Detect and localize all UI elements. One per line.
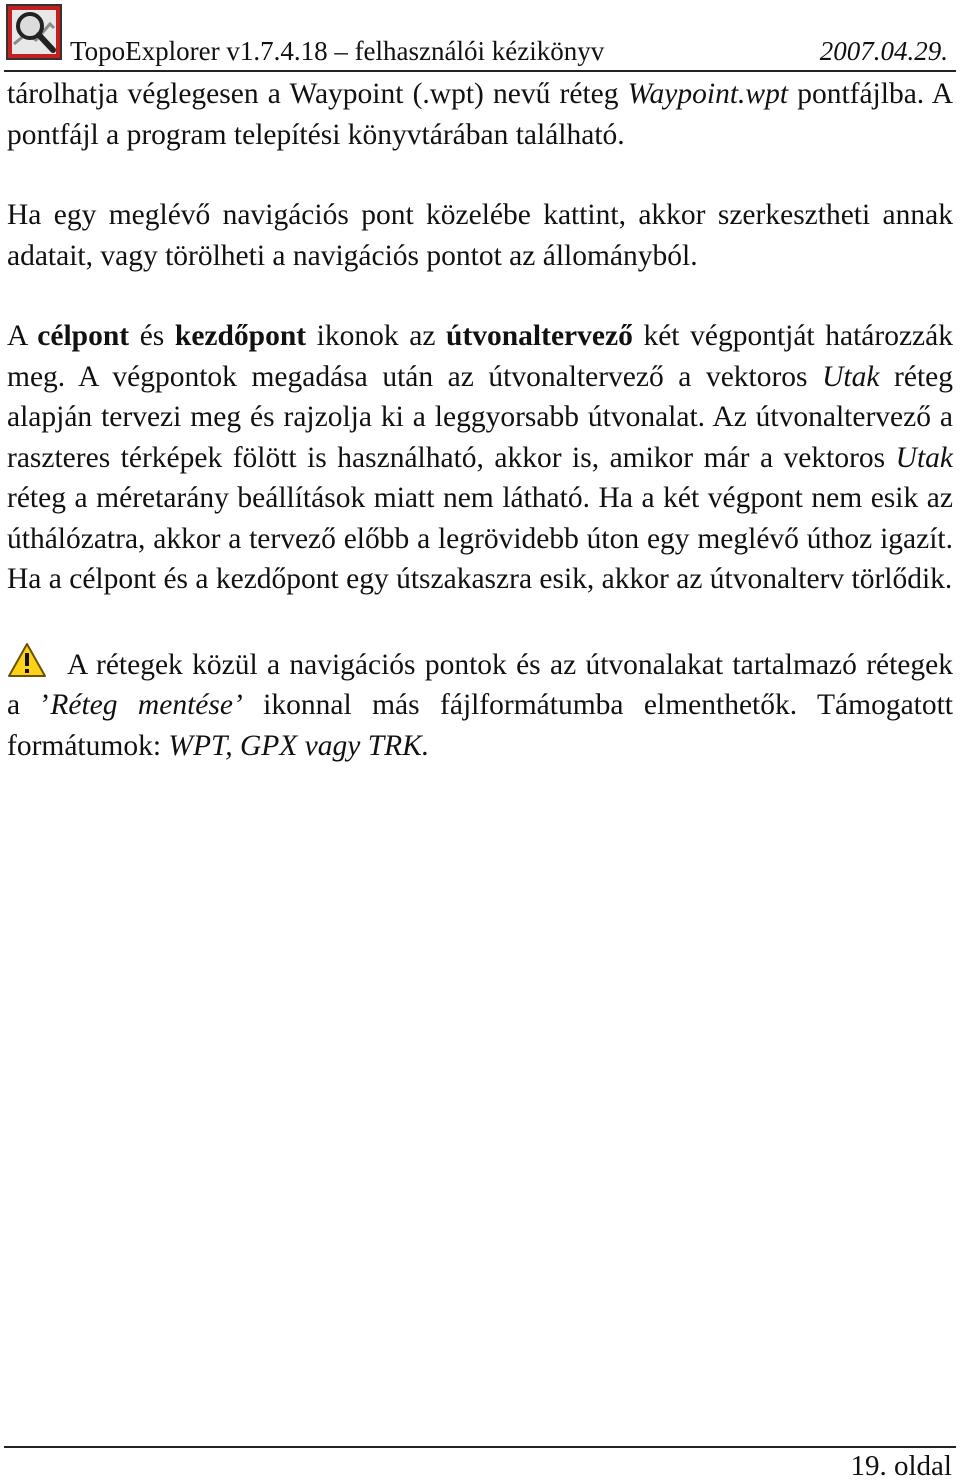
text-run: A rétegek közül a navigációs pontok és az útvonalakat tartalmazó rétegek a ’ xyxy=(7,648,953,721)
text-run: tárolhatja véglegesen a Waypoint (.wpt) nevű réteg xyxy=(7,78,628,110)
footer-divider xyxy=(4,1446,956,1448)
page-number: 19. oldal xyxy=(850,1450,952,1482)
text-run: A xyxy=(7,320,38,352)
document-date: 2007.04.29. xyxy=(819,36,948,66)
term-utvonaltervezo: útvonaltervező xyxy=(446,320,633,352)
header-divider xyxy=(4,70,956,72)
document-title: TopoExplorer v1.7.4.18 – felhasználói kézikönyv xyxy=(70,36,605,66)
text-run: és xyxy=(129,320,175,352)
text-run: réteg alapján tervezi meg és rajzolja ki a leggyorsabb útvonalat. Az útvonaltervező a raszteres térképek fölött is használható, akkor is, amikor már a vektoros xyxy=(7,360,953,474)
term-celpont: célpont xyxy=(37,320,130,352)
warning-icon xyxy=(7,642,47,678)
text-run: két végpontját határozzák meg. A végpontok megadása után az útvonaltervező a vektoros xyxy=(7,320,953,393)
text-run: ikonok az xyxy=(306,320,447,352)
paragraph-edit-point: Ha egy meglévő navigációs pont közelébe kattint, akkor szerkesztheti annak adatait, vagy törölheti a navigációs pontot az állományból. xyxy=(7,199,953,272)
term-kezdopont: kezdőpont xyxy=(174,320,307,352)
magnifier-map-icon xyxy=(6,4,62,60)
paragraph-waypoint-file xyxy=(7,74,953,155)
supported-formats: WPT, GPX vagy TRK. xyxy=(168,729,430,762)
text-run: pontfájlba. A pontfájl a program telepítési könyvtárában található. xyxy=(7,78,954,151)
page-header xyxy=(0,0,960,72)
layer-name-utak: Utak xyxy=(895,441,953,474)
text-run: ikonnal más fájlformátumba elmenthetők. Támogatott formátumok: xyxy=(7,689,953,762)
filename-emphasis: Waypoint.wpt xyxy=(627,78,789,110)
paragraph-warning-export xyxy=(7,642,953,767)
icon-name-reteg-mentese: Réteg mentése’ xyxy=(50,689,243,721)
paragraph-route-planner xyxy=(7,316,953,600)
text-run: réteg a méretarány beállítások miatt nem látható. Ha a két végpont nem esik az úthálózatra, akkor a tervező előbb a legrövidebb úton egy meglévő úthoz igazít. Ha a célpont és a kezdőpont egy útszakaszra esik, akkor az útvonalterv törlődik. xyxy=(7,482,953,595)
page-content xyxy=(7,74,953,766)
layer-name-utak: Utak xyxy=(822,360,880,393)
